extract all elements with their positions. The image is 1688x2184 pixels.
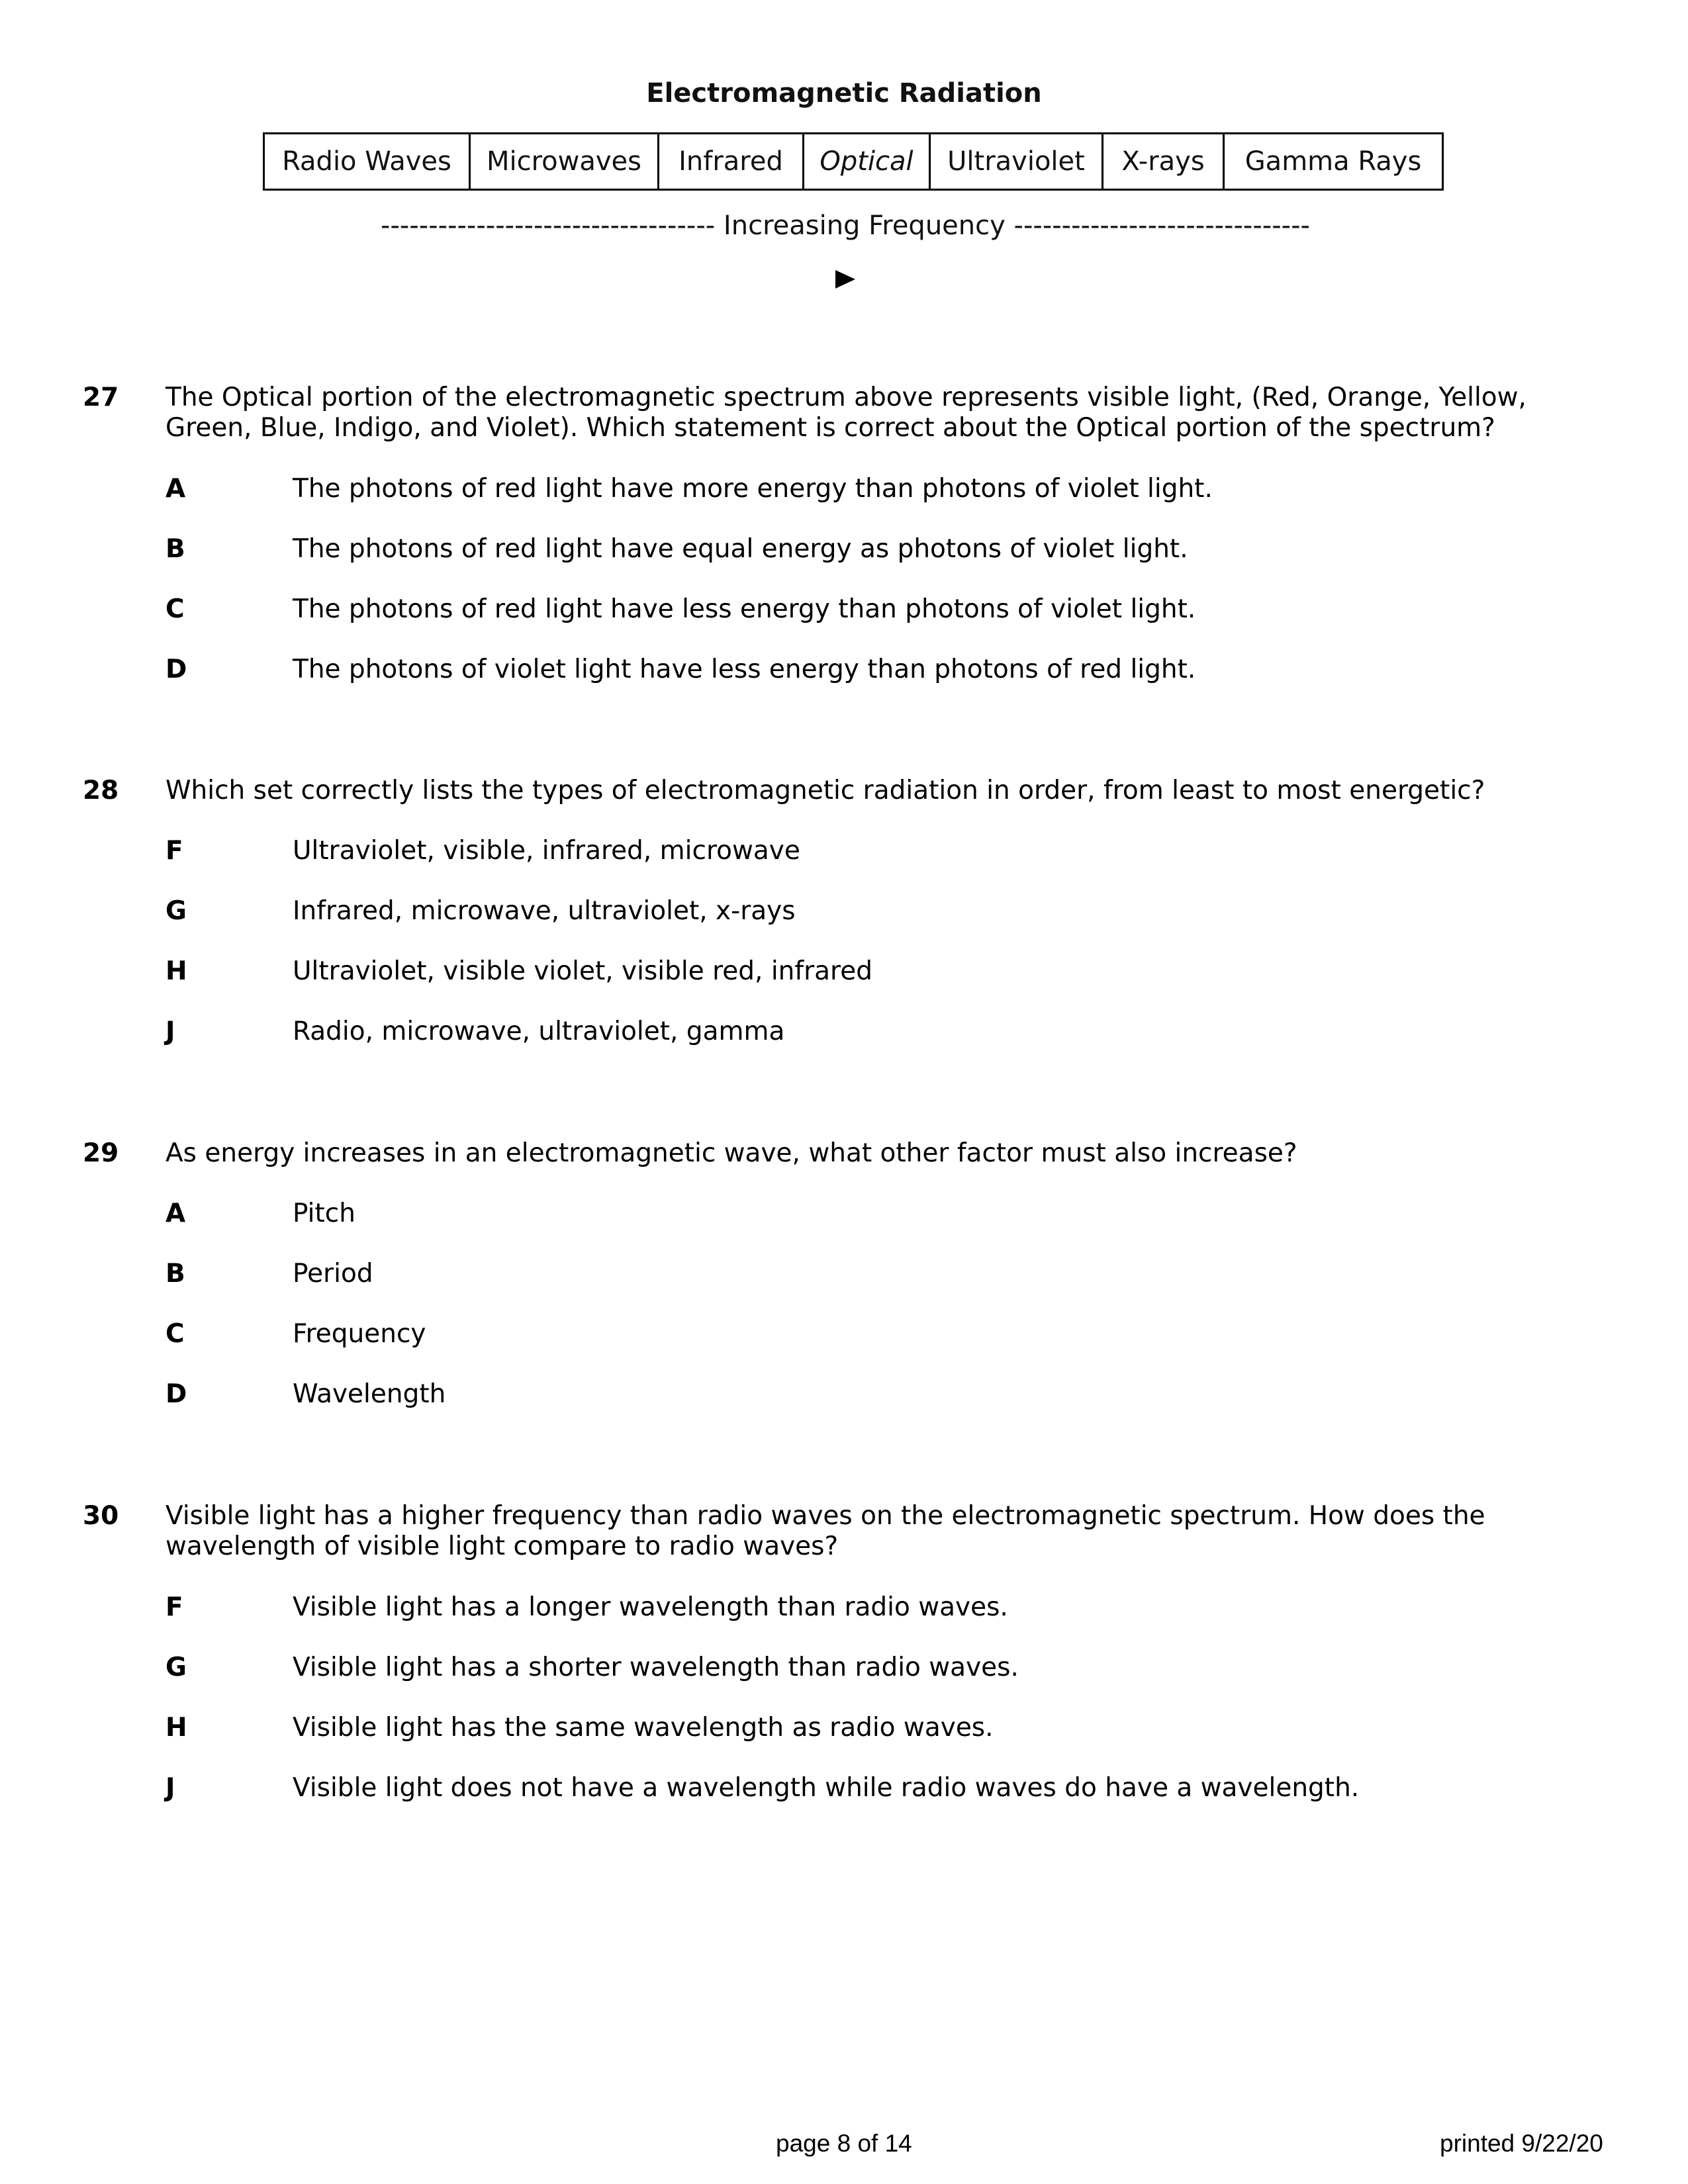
choice-text: The photons of red light have less energy than photons of violet light.: [293, 594, 1196, 624]
choice-29-a[interactable]: [0, 1199, 1688, 1232]
question-text: As energy increases in an electromagnetic wave, what other factor must also increase?: [165, 1138, 1297, 1168]
choice-text: Frequency: [293, 1319, 426, 1349]
choice-text: Ultraviolet, visible, infrared, microwave: [293, 836, 800, 866]
printed-date: printed 9/22/20: [1440, 2130, 1603, 2157]
choice-letter: C: [165, 1319, 185, 1349]
choice-letter: G: [165, 1653, 187, 1682]
band-radio-waves: Radio Waves: [264, 134, 470, 190]
choice-text: Visible light has a shorter wavelength than radio waves.: [293, 1653, 1019, 1682]
choice-letter: A: [165, 474, 186, 504]
choice-27-a[interactable]: [0, 474, 1688, 507]
band-ultraviolet: Ultraviolet: [930, 134, 1103, 190]
choice-text: The photons of red light have more energy than photons of violet light.: [293, 474, 1213, 504]
question-number: 28: [83, 776, 119, 805]
question-text: Which set correctly lists the types of electromagnetic radiation in order, from least to most energetic?: [165, 776, 1485, 805]
spectrum-table: [263, 132, 1444, 191]
choice-letter: D: [165, 1379, 187, 1409]
choice-text: Visible light has the same wavelength as radio waves.: [293, 1713, 994, 1743]
figure-title: Electromagnetic Radiation: [646, 78, 1042, 109]
choice-letter: F: [165, 836, 183, 866]
choice-28-g[interactable]: [0, 896, 1688, 929]
choice-27-c[interactable]: [0, 594, 1688, 627]
question-number: 27: [83, 383, 119, 412]
band-gamma-rays: Gamma Rays: [1224, 134, 1443, 190]
choice-29-d[interactable]: [0, 1379, 1688, 1412]
band-infrared: Infrared: [659, 134, 804, 190]
choice-29-b[interactable]: [0, 1259, 1688, 1292]
right-triangle-icon: [835, 270, 855, 289]
choice-text: Pitch: [293, 1199, 355, 1228]
choice-27-b[interactable]: [0, 534, 1688, 567]
choice-text: Wavelength: [293, 1379, 446, 1409]
page-number: page 8 of 14: [776, 2130, 912, 2157]
choice-letter: C: [165, 594, 185, 624]
choice-text: Visible light has a longer wavelength than radio waves.: [293, 1592, 1008, 1622]
choice-30-j[interactable]: [0, 1773, 1688, 1806]
choice-27-d[interactable]: [0, 655, 1688, 688]
choice-text: The photons of violet light have less energy than photons of red light.: [293, 655, 1196, 684]
choice-28-f[interactable]: [0, 836, 1688, 869]
choice-text: Ultraviolet, visible violet, visible red, infrared: [293, 956, 872, 986]
band-optical: Optical: [804, 134, 930, 190]
choice-28-j[interactable]: [0, 1017, 1688, 1050]
choice-29-c[interactable]: [0, 1319, 1688, 1352]
question-text: Visible light has a higher frequency than radio waves on the electromagnetic spectrum. How does the wavelength of visible light compare to radio waves?: [165, 1501, 1485, 1561]
choice-30-f[interactable]: [0, 1592, 1688, 1625]
choice-text: Visible light does not have a wavelength while radio waves do have a wavelength.: [293, 1773, 1360, 1803]
choice-text: Period: [293, 1259, 373, 1289]
choice-letter: B: [165, 1259, 185, 1289]
band-microwaves: Microwaves: [470, 134, 659, 190]
choice-text: The photons of red light have equal energy as photons of violet light.: [293, 534, 1188, 564]
choice-letter: G: [165, 896, 187, 926]
increasing-frequency-label: ----------------------------------- Increasing Frequency -------------------------------: [381, 210, 1310, 241]
choice-letter: B: [165, 534, 185, 564]
choice-30-g[interactable]: [0, 1653, 1688, 1686]
choice-letter: A: [165, 1199, 186, 1228]
choice-letter: J: [165, 1773, 175, 1803]
choice-letter: D: [165, 655, 187, 684]
band-x-rays: X-rays: [1103, 134, 1224, 190]
question-number: 29: [83, 1138, 119, 1168]
choice-letter: H: [165, 956, 187, 986]
spectrum-row: [264, 134, 1443, 190]
choice-letter: H: [165, 1713, 187, 1743]
choice-letter: F: [165, 1592, 183, 1622]
question-text: The Optical portion of the electromagnetic spectrum above represents visible light, (Red, Orange, Yellow, Green, Blue, Indigo, and Violet). Which statement is correct about the Optical portion of the spectrum?: [165, 383, 1526, 443]
choice-letter: J: [165, 1017, 175, 1046]
question-number: 30: [83, 1501, 119, 1531]
choice-30-h[interactable]: [0, 1713, 1688, 1746]
choice-text: Infrared, microwave, ultraviolet, x-rays: [293, 896, 796, 926]
choice-text: Radio, microwave, ultraviolet, gamma: [293, 1017, 785, 1046]
choice-28-h[interactable]: [0, 956, 1688, 989]
